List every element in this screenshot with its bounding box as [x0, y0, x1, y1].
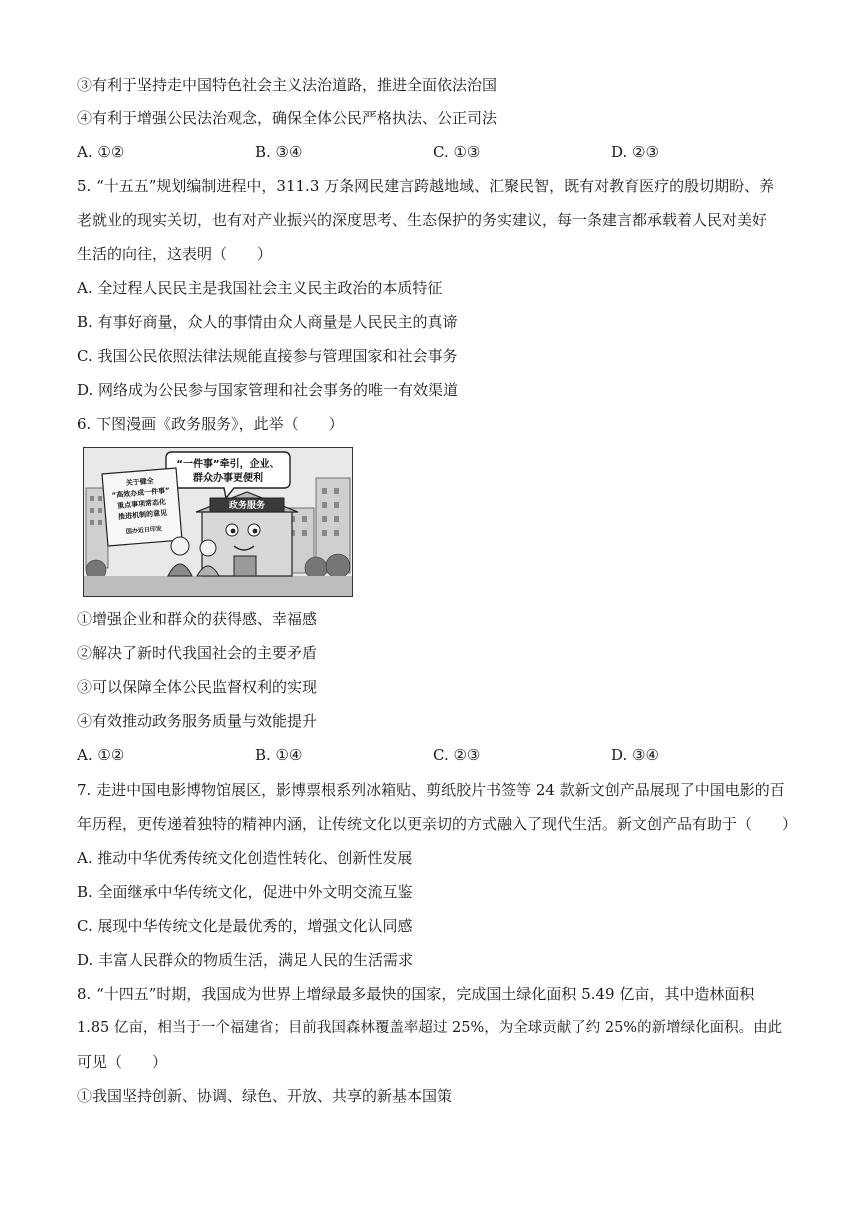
q4-option-b[interactable]: B. ③④	[255, 143, 303, 161]
q5-choice-a[interactable]: A. 全过程人民民主是我国社会主义民主政治的本质特征	[77, 279, 443, 297]
cartoon-doc-line-2: “高效办成一件事”	[111, 486, 171, 500]
cartoon-doc-line-3: 重点事项常态化	[116, 497, 167, 511]
q5-choice-d[interactable]: D. 网络成为公民参与国家管理和社会事务的唯一有效渠道	[77, 381, 459, 399]
q8-stem-line-2: 1.85 亿亩，相当于一个福建省；目前我国森林覆盖率超过 25%，为全球贡献了约 25%的新增绿化面积。由此	[77, 1020, 783, 1036]
cartoon-doc-line-4: 推进机制的意见	[117, 508, 168, 522]
q6-options	[77, 745, 797, 765]
q5-stem-line-2: 老就业的现实关切，也有对产业振兴的深度思考、生态保护的务实建议，每一条建言都承载着人民对美好	[77, 211, 768, 229]
q6-statement-4: ④有效推动政务服务质量与效能提升	[77, 712, 318, 730]
q4-option-c[interactable]: C. ①③	[433, 143, 481, 161]
q7-choice-c[interactable]: C. 展现中华传统文化是最优秀的，增强文化认同感	[77, 917, 413, 935]
q4-statement-4: ④有利于增强公民法治观念，确保全体公民严格执法、公正司法	[77, 109, 498, 127]
q6-option-a[interactable]: A. ①②	[77, 746, 125, 764]
q6-statement-1: ①增强企业和群众的获得感、幸福感	[77, 610, 318, 628]
cartoon-doc-line-1: 关于健全	[125, 476, 155, 488]
q4-option-d[interactable]: D. ②③	[611, 143, 659, 161]
q5-stem-line-3: 生活的向往，这表明（ ）	[77, 245, 273, 263]
q4-options	[77, 142, 797, 162]
q7-stem-line-1: 7. 走进中国电影博物馆展区，影博票根系列冰箱贴、剪纸胶片书签等 24 款新文创产品展现了中国电影的百	[77, 781, 785, 799]
cartoon-doc-line-5: 国办近日印发	[125, 525, 163, 536]
q7-choice-d[interactable]: D. 丰富人民群众的物质生活，满足人民的生活需求	[77, 951, 414, 969]
q4-option-a[interactable]: A. ①②	[77, 143, 125, 161]
q6-option-c[interactable]: C. ②③	[433, 746, 481, 764]
q7-choice-b[interactable]: B. 全面继承中华传统文化，促进中外文明交流互鉴	[77, 883, 413, 901]
q6-option-d[interactable]: D. ③④	[611, 746, 659, 764]
q4-statement-3: ③有利于坚持走中国特色社会主义法治道路，推进全面依法治国	[77, 76, 498, 94]
q5-choice-c[interactable]: C. 我国公民依照法律法规能直接参与管理国家和社会事务	[77, 347, 458, 365]
q8-statement-1: ①我国坚持创新、协调、绿色、开放、共享的新基本国策	[77, 1087, 453, 1105]
cartoon-speech-line-2: 群众办事更便利	[193, 473, 263, 484]
q7-choice-a[interactable]: A. 推动中华优秀传统文化创造性转化、创新性发展	[77, 849, 413, 867]
q5-choice-b[interactable]: B. 有事好商量，众人的事情由众人商量是人民民主的真谛	[77, 313, 458, 331]
q5-stem-line-1: 5. “十五五”规划编制进程中，311.3 万条网民建言跨越地域、汇聚民智，既有对教育医疗的殷切期盼、养	[77, 177, 775, 195]
q6-cartoon-image	[83, 447, 353, 597]
q6-statement-2: ②解决了新时代我国社会的主要矛盾	[77, 644, 318, 662]
q6-statement-3: ③可以保障全体公民监督权利的实现	[77, 678, 318, 696]
q7-stem-line-2: 年历程，更传递着独特的精神内涵，让传统文化以更亲切的方式融入了现代生活。新文创产品有助于（ ）	[77, 815, 798, 833]
q8-stem-line-1: 8. “十四五”时期，我国成为世界上增绿最多最快的国家，完成国土绿化面积 5.49 亿亩，其中造林面积	[77, 985, 755, 1003]
q8-stem-line-3: 可见（ ）	[77, 1053, 168, 1071]
q6-stem: 6. 下图漫画《政务服务》，此举（ ）	[77, 415, 344, 433]
cartoon-building-sign: 政务服务	[228, 501, 266, 511]
q6-option-b[interactable]: B. ①④	[255, 746, 303, 764]
cartoon-speech-line-1: “一件事”牵引，企业、	[176, 459, 280, 470]
